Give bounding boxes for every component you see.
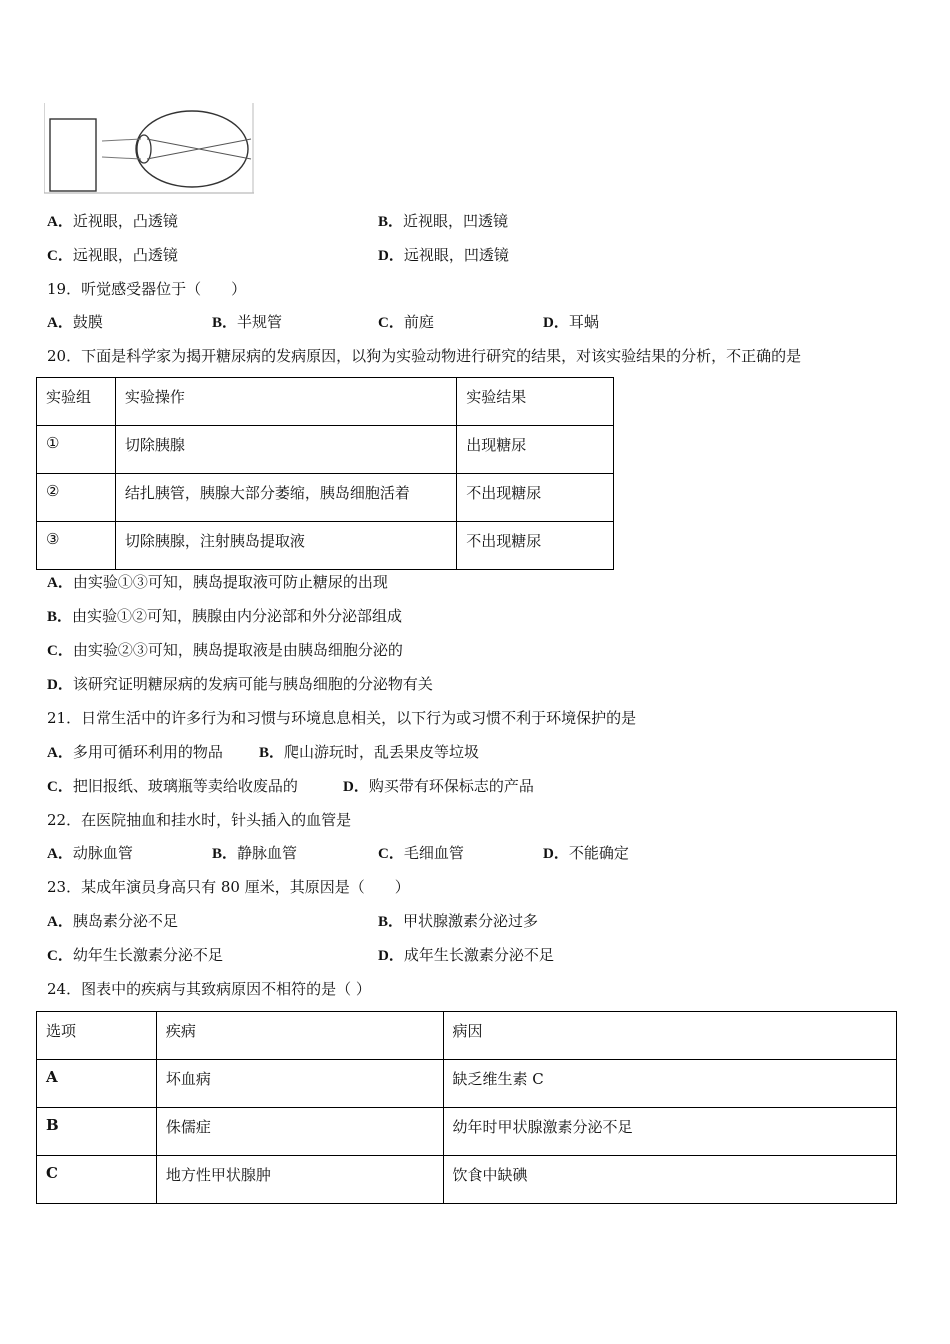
option[interactable] [47, 945, 223, 966]
option[interactable] [47, 843, 133, 864]
option[interactable] [543, 312, 599, 333]
question-stem: 21．日常生活中的许多行为和习惯与环境息息相关，以下行为或习惯不利于环境保护的是 [47, 709, 637, 727]
table-row [37, 474, 614, 522]
option-label: A． [47, 214, 73, 230]
option-text: 远视眼，凸透镜 [72, 246, 178, 264]
option-text: 由实验①③可知，胰岛提取液可防止糖尿的出现 [72, 573, 388, 591]
option-label: B． [259, 745, 285, 761]
table-cell: ① [37, 426, 116, 474]
option[interactable] [378, 312, 434, 333]
option-text: 近视眼，凹透镜 [403, 212, 509, 230]
option-label: A． [47, 315, 73, 331]
option-label: A． [47, 575, 73, 591]
eye-lens-diagram-icon [44, 103, 256, 195]
table-row [37, 1060, 897, 1108]
table-cell: 不出现糖尿 [457, 522, 614, 570]
option-text: 不能确定 [568, 844, 629, 862]
table-header-cell: 实验组 [37, 378, 116, 426]
table-cell: 切除胰腺，注射胰岛提取液 [115, 522, 456, 570]
option-text: 远视眼，凹透镜 [403, 246, 509, 264]
option-text: 甲状腺激素分泌过多 [403, 912, 539, 930]
table-cell: 幼年时甲状腺激素分泌不足 [443, 1108, 896, 1156]
table-cell: B [37, 1108, 157, 1156]
option-text: 爬山游玩时，乱丢果皮等垃圾 [284, 743, 480, 761]
option[interactable] [259, 742, 479, 763]
option[interactable] [378, 911, 538, 932]
option[interactable] [212, 843, 297, 864]
option[interactable] [543, 843, 629, 864]
option-text: 动脉血管 [72, 844, 133, 862]
option-text: 前庭 [403, 313, 434, 331]
option-label: D． [343, 779, 369, 795]
option-text: 由实验①②可知，胰腺由内分泌部和外分泌部组成 [72, 607, 403, 625]
table-cell: ② [37, 474, 116, 522]
table-row [37, 426, 614, 474]
option[interactable] [47, 312, 103, 333]
option-label: C． [47, 779, 73, 795]
option[interactable] [47, 674, 433, 695]
option-text: 胰岛素分泌不足 [72, 912, 178, 930]
option-label: A． [47, 745, 73, 761]
option-label: B． [212, 846, 238, 862]
option-label: C． [47, 248, 73, 264]
option-text: 多用可循环利用的物品 [72, 743, 223, 761]
table-header-row [37, 378, 614, 426]
option-text: 耳蜗 [568, 313, 599, 331]
question-stem: 19．听觉感受器位于（ ） [47, 280, 247, 298]
option-label: D． [47, 677, 73, 693]
table-header-cell: 病因 [443, 1012, 896, 1060]
table-cell: ③ [37, 522, 116, 570]
option-label: C． [47, 948, 73, 964]
option-label: D． [378, 948, 404, 964]
table-cell: 结扎胰管，胰腺大部分萎缩，胰岛细胞活着 [115, 474, 456, 522]
option[interactable] [47, 572, 388, 593]
experiment-table [36, 377, 614, 570]
option[interactable] [343, 776, 534, 797]
table-row [37, 1156, 897, 1204]
option-text: 由实验②③可知，胰岛提取液是由胰岛细胞分泌的 [72, 641, 403, 659]
option-text: 幼年生长激素分泌不足 [72, 946, 223, 964]
option-text: 近视眼，凸透镜 [72, 212, 178, 230]
option[interactable] [212, 312, 282, 333]
table-header-row [37, 1012, 897, 1060]
table-header-cell: 疾病 [156, 1012, 443, 1060]
option-label: C． [47, 643, 73, 659]
table-cell: 坏血病 [156, 1060, 443, 1108]
table-cell: 不出现糖尿 [457, 474, 614, 522]
table-cell: A [37, 1060, 157, 1108]
option[interactable] [378, 211, 508, 232]
table-row [37, 1108, 897, 1156]
option[interactable] [47, 606, 402, 627]
option[interactable] [47, 640, 403, 661]
option[interactable] [47, 776, 298, 797]
option-text: 把旧报纸、玻璃瓶等卖给收废品的 [72, 777, 298, 795]
option-label: C． [378, 315, 404, 331]
disease-table [36, 1011, 897, 1204]
question-stem: 20．下面是科学家为揭开糖尿病的发病原因，以狗为实验动物进行研究的结果，对该实验结果的分析，不正确的是 [47, 347, 802, 365]
table-row [37, 522, 614, 570]
option-text: 毛细血管 [403, 844, 464, 862]
table-cell: 出现糖尿 [457, 426, 614, 474]
option-label: B． [47, 609, 73, 625]
table-cell: 地方性甲状腺肿 [156, 1156, 443, 1204]
option[interactable] [47, 211, 178, 232]
table-cell: C [37, 1156, 157, 1204]
option-label: B． [378, 214, 404, 230]
question-stem: 23．某成年演员身高只有 80 厘米，其原因是（ ） [47, 878, 410, 896]
option-label: D． [543, 315, 569, 331]
option[interactable] [378, 945, 554, 966]
option-text: 鼓膜 [72, 313, 103, 331]
option-label: C． [378, 846, 404, 862]
option[interactable] [47, 911, 178, 932]
table-cell: 饮食中缺碘 [443, 1156, 896, 1204]
option-label: A． [47, 846, 73, 862]
table-header-cell: 选项 [37, 1012, 157, 1060]
option[interactable] [47, 742, 223, 763]
option-label: D． [543, 846, 569, 862]
option-text: 购买带有环保标志的产品 [368, 777, 534, 795]
option-text: 该研究证明糖尿病的发病可能与胰岛细胞的分泌物有关 [72, 675, 433, 693]
option-label: B． [212, 315, 238, 331]
option[interactable] [378, 245, 509, 266]
table-header-cell: 实验操作 [115, 378, 456, 426]
question-stem: 24．图表中的疾病与其致病原因不相符的是（ ） [47, 980, 371, 998]
option[interactable] [378, 843, 464, 864]
question-stem: 22．在医院抽血和挂水时，针头插入的血管是 [47, 811, 352, 829]
option-label: B． [378, 914, 404, 930]
option[interactable] [47, 245, 178, 266]
option-label: D． [378, 248, 404, 264]
option-text: 半规管 [237, 313, 283, 331]
table-header-cell: 实验结果 [457, 378, 614, 426]
table-cell: 缺乏维生素 C [443, 1060, 896, 1108]
table-cell: 切除胰腺 [115, 426, 456, 474]
table-cell: 侏儒症 [156, 1108, 443, 1156]
option-label: A． [47, 914, 73, 930]
option-text: 成年生长激素分泌不足 [403, 946, 554, 964]
option-text: 静脉血管 [237, 844, 298, 862]
